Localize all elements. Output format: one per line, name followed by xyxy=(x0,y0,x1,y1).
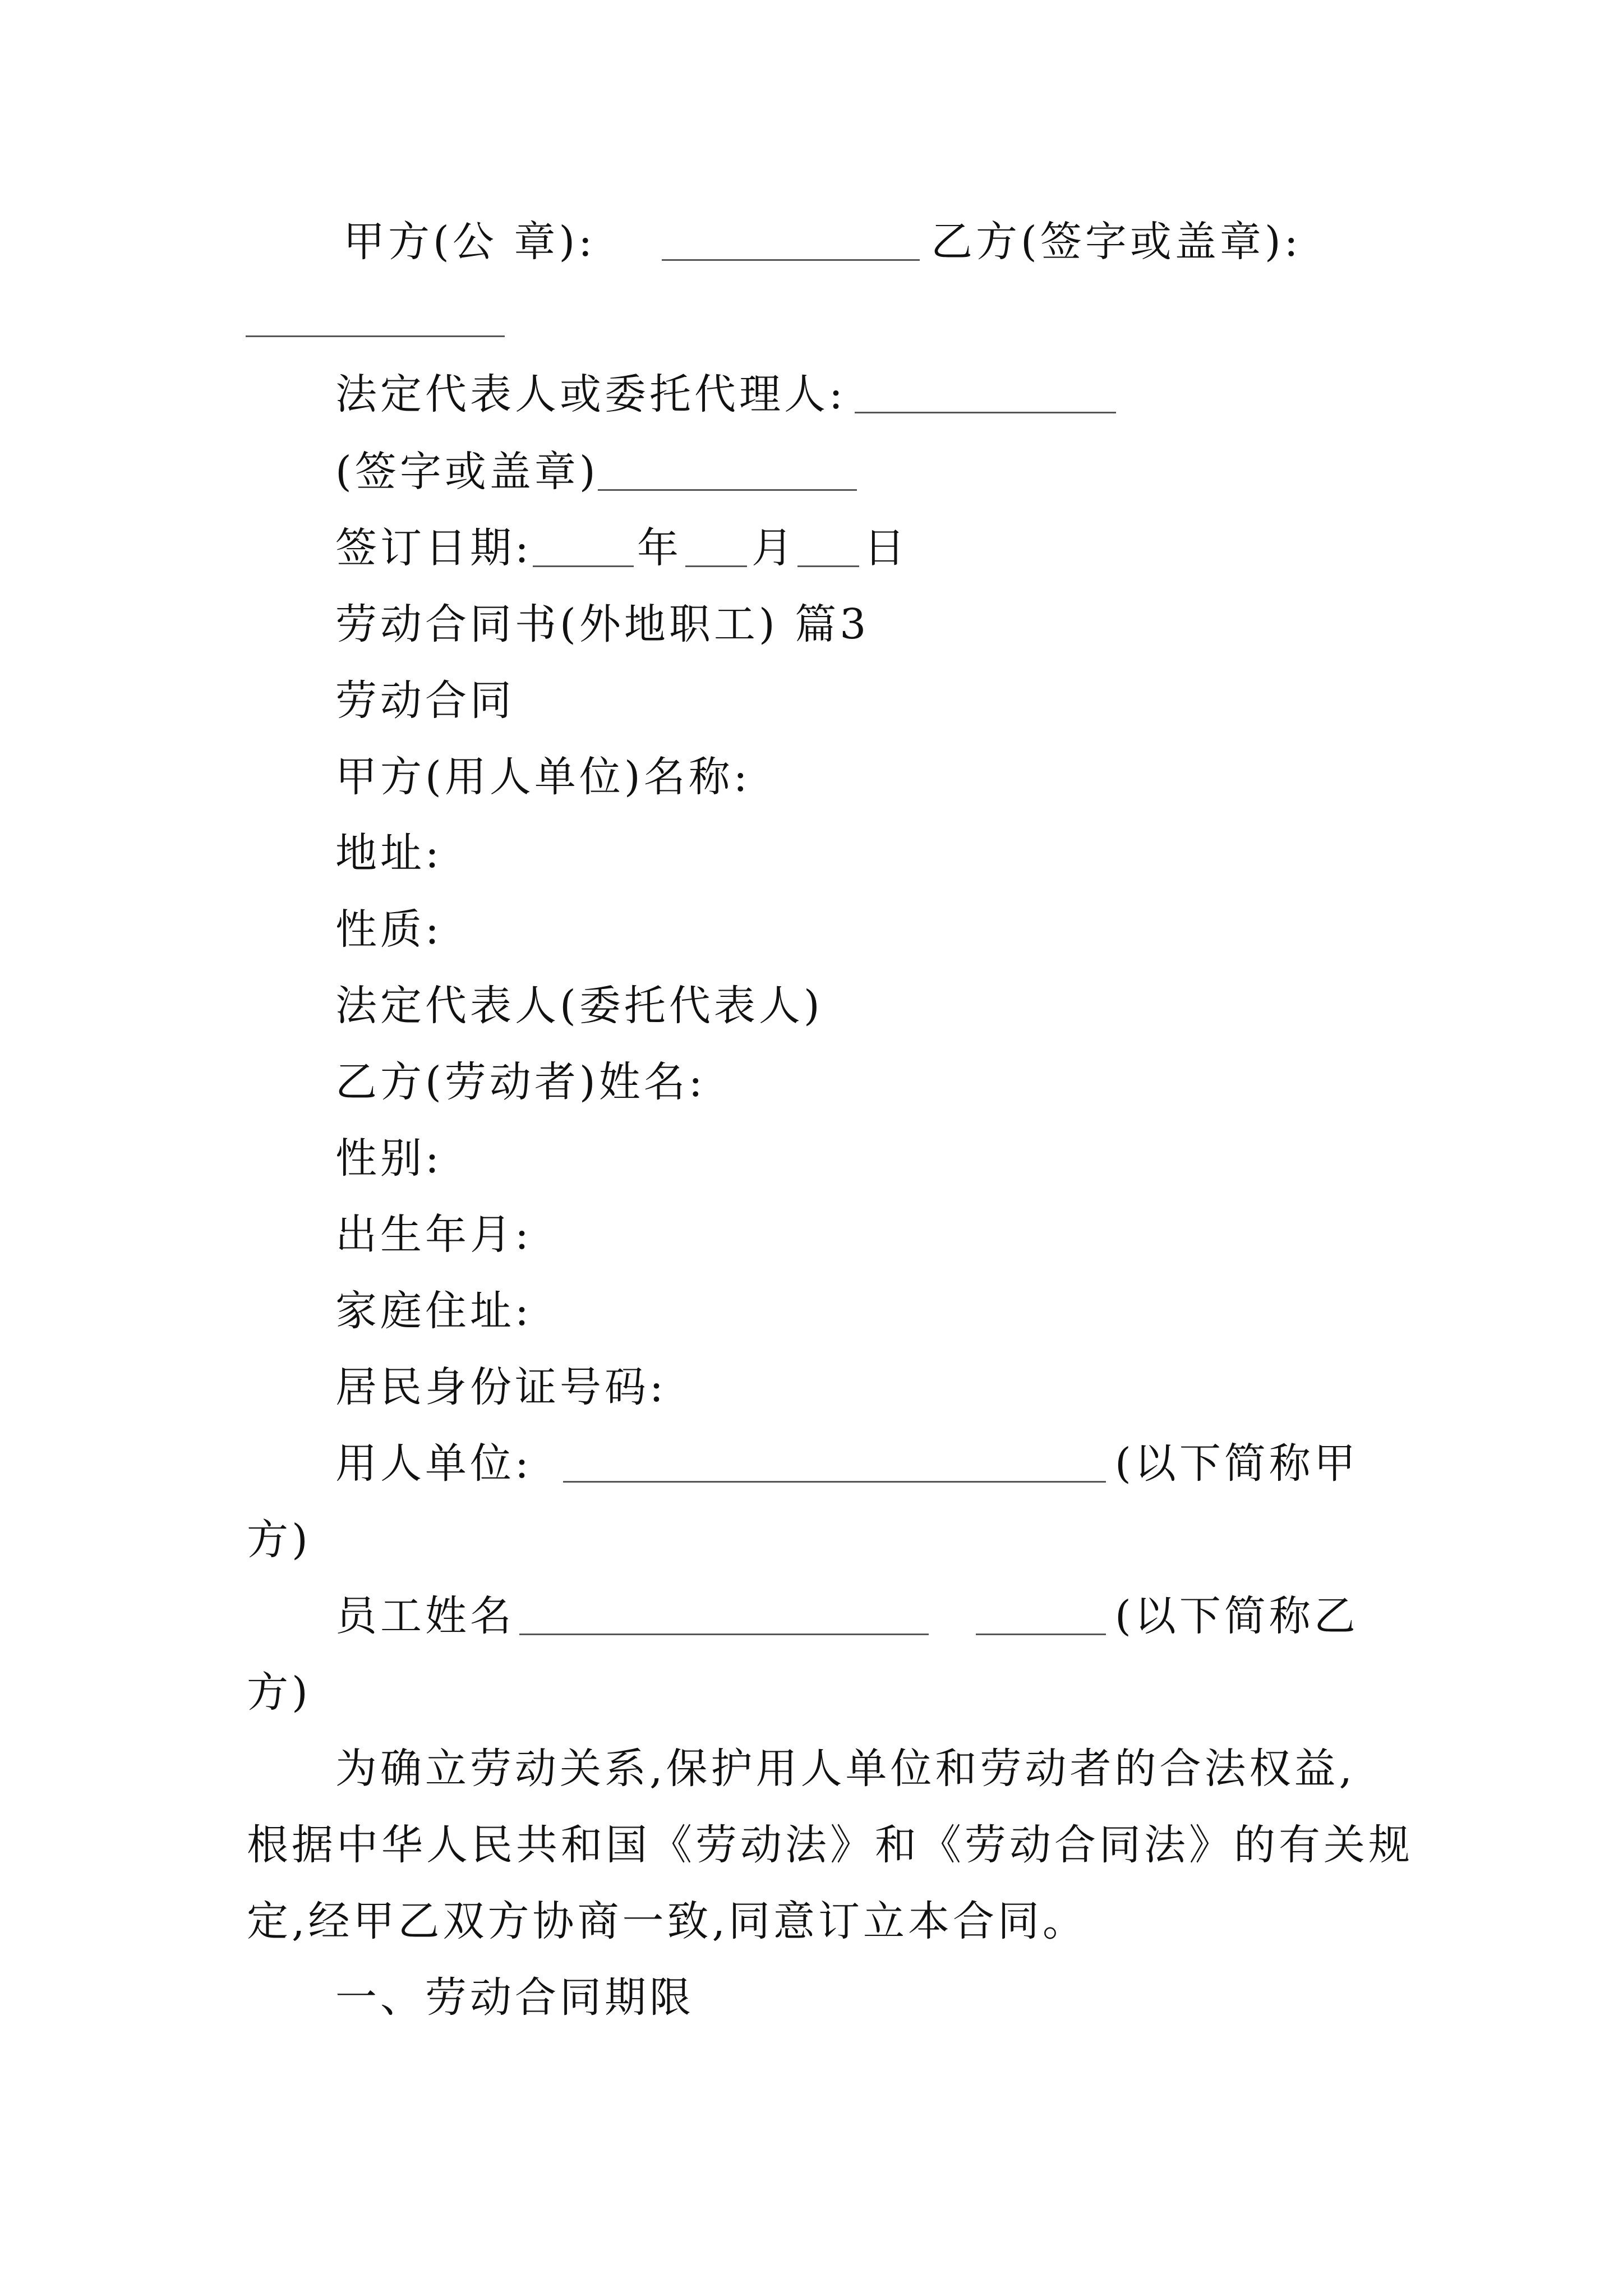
employer-line-row xyxy=(0,1433,1623,1494)
party-b-sign-blank[interactable] xyxy=(246,335,505,337)
legal-rep-field-row xyxy=(0,975,1623,1037)
employee-line-suffix: (以下简称乙 xyxy=(1115,1592,1359,1640)
id-number-row xyxy=(0,1356,1623,1418)
signing-date-label: 签订日期: xyxy=(335,524,532,572)
section-title-row xyxy=(0,593,1623,655)
signing-date-row xyxy=(0,517,1623,579)
date-day-label: 日 xyxy=(864,524,909,572)
nature-row xyxy=(0,899,1623,960)
date-month-blank[interactable] xyxy=(685,565,747,567)
employer-line-label: 用人单位: xyxy=(335,1439,532,1488)
gender-row xyxy=(0,1128,1623,1189)
preamble-line-3 xyxy=(0,1890,1623,1952)
employee-name-row xyxy=(0,1051,1623,1113)
employee-line-suffix-cont: 方) xyxy=(247,1668,311,1717)
legal-rep-blank[interactable] xyxy=(855,412,1116,413)
preamble-line-2 xyxy=(0,1814,1623,1876)
sign-or-seal-label: (签字或盖章) xyxy=(335,448,599,496)
sign-or-seal-row xyxy=(0,441,1623,503)
date-month-label: 月 xyxy=(751,524,796,572)
date-day-blank[interactable] xyxy=(797,565,859,567)
date-year-blank[interactable] xyxy=(533,565,634,567)
employer-line-suffix: (以下简称甲 xyxy=(1115,1439,1359,1488)
legal-rep-row xyxy=(0,364,1623,425)
address-row xyxy=(0,822,1623,884)
birth-label: 出生年月: xyxy=(335,1211,532,1259)
employee-line-row xyxy=(0,1585,1623,1647)
clause-1-title: 一、劳动合同期限 xyxy=(335,1973,694,2022)
nature-label: 性质: xyxy=(335,905,442,954)
employee-name-label: 乙方(劳动者)姓名: xyxy=(335,1058,706,1106)
employee-blank-2[interactable] xyxy=(976,1634,1106,1635)
preamble-text-3: 定,经甲乙双方协商一致,同意订立本合同。 xyxy=(247,1897,1088,1945)
employer-line-suffix-cont: 方) xyxy=(247,1516,311,1564)
party-a-seal-blank[interactable] xyxy=(662,259,920,261)
employee-line-cont-row xyxy=(0,1662,1623,1723)
section-title: 劳动合同书(外地职工) 篇3 xyxy=(335,600,870,648)
preamble-line-1 xyxy=(0,1738,1623,1800)
employer-name-row xyxy=(0,746,1623,808)
contract-title-row xyxy=(0,670,1623,731)
party-a-seal-label: 甲方(公 章): xyxy=(343,218,596,266)
party-b-sign-label: 乙方(签字或盖章): xyxy=(931,218,1302,266)
legal-rep-label: 法定代表人或委托代理人: xyxy=(335,370,846,418)
employer-name-label: 甲方(用人单位)名称: xyxy=(335,753,751,801)
employer-line-cont-row xyxy=(0,1509,1623,1571)
home-address-row xyxy=(0,1280,1623,1342)
employer-blank[interactable] xyxy=(563,1481,1106,1483)
preamble-text-2: 根据中华人民共和国《劳动法》和《劳动合同法》的有关规 xyxy=(247,1821,1413,1869)
date-year-label: 年 xyxy=(637,524,682,572)
gender-label: 性别: xyxy=(335,1134,442,1182)
address-label: 地址: xyxy=(335,829,442,877)
employee-line-label: 员工姓名 xyxy=(335,1592,515,1640)
signature-row xyxy=(0,211,1623,273)
contract-title: 劳动合同 xyxy=(335,677,515,725)
employee-blank-1[interactable] xyxy=(519,1634,929,1635)
id-number-label: 居民身份证号码: xyxy=(335,1363,667,1411)
sign-or-seal-blank[interactable] xyxy=(598,489,857,491)
legal-rep-field-label: 法定代表人(委托代表人) xyxy=(335,982,823,1030)
preamble-text-1: 为确立劳动关系,保护用人单位和劳动者的合法权益, xyxy=(335,1745,1356,1793)
birth-row xyxy=(0,1204,1623,1266)
home-address-label: 家庭住址: xyxy=(335,1287,532,1335)
clause-1-row xyxy=(0,1967,1623,2028)
